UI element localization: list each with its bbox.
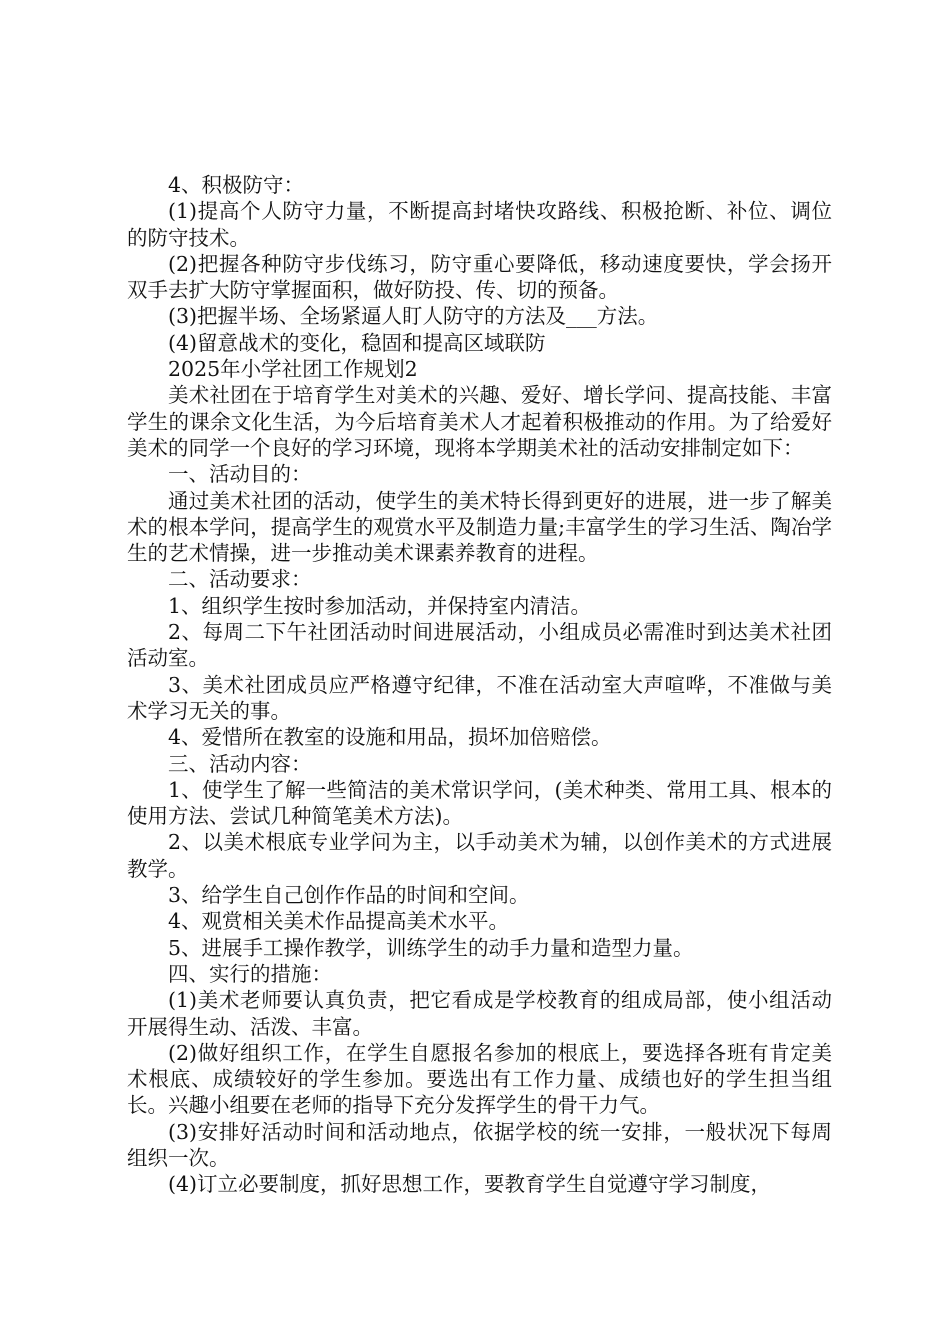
paragraph-content-1: 1、使学生了解一些简洁的美术常识学问，(美术种类、常用工具、根本的使用方法、尝试几种简笔美术方法)。 (127, 777, 832, 829)
paragraph-defense-4: (4)留意战术的变化，稳固和提高区域联防 (168, 330, 546, 355)
document-body (127, 172, 832, 1198)
paragraph-intro: 美术社团在于培育学生对美术的兴趣、爱好、增长学问、提高技能、丰富学生的课余文化生活，为今后培育美术人才起着积极推动的作用。为了给爱好美术的同学一个良好的学习环境，现将本学期美术社的活动安排制定如下： (127, 383, 832, 460)
paragraph-content-2: 2、以美术根底专业学问为主，以手动美术为辅，以创作美术的方式进展教学。 (127, 830, 832, 881)
paragraph-content-3: 3、给学生自己创作作品的时间和空间。 (168, 883, 530, 908)
section-title-plan-2: 2025年小学社团工作规划2 (168, 357, 418, 382)
heading-activity-requirements: 二、活动要求： (168, 567, 312, 592)
paragraph-content-5: 5、进展手工操作教学，训练学生的动手力量和造型力量。 (168, 935, 694, 960)
paragraph-measure-3: (3)安排好活动时间和活动地点，依据学校的统一安排，一般状况下每周组织一次。 (127, 1119, 832, 1170)
paragraph-activity-goals: 通过美术社团的活动，使学生的美术特长得到更好的进展，进一步了解美术的根本学问，提高学生的观赏水平及制造力量;丰富学生的学习生活、陶冶学生的艺术情操，进一步推动美术课素养教育的进程。 (127, 488, 832, 566)
heading-measures: 四、实行的措施： (168, 961, 332, 986)
paragraph-content-4: 4、观赏相关美术作品提高美术水平。 (168, 909, 510, 934)
paragraph-measure-4: (4)订立必要制度，抓好思想工作，要教育学生自觉遵守学习制度， (168, 1172, 772, 1197)
paragraph-defense-2: (2)把握各种防守步伐练习，防守重心要降低，移动速度要快，学会扬开双手去扩大防守掌握面积，做好防投、传、切的预备。 (127, 251, 832, 303)
paragraph-requirement-2: 2、每周二下午社团活动时间进展活动，小组成员必需准时到达美术社团活动室。 (127, 620, 832, 671)
paragraph-defense-heading: 4、积极防守： (168, 173, 305, 197)
paragraph-requirement-3: 3、美术社团成员应严格遵守纪律，不准在活动室大声喧哗，不准做与美术学习无关的事。 (127, 672, 832, 723)
paragraph-defense-3: (3)把握半场、全场紧逼人盯人防守的方法及___方法。 (168, 304, 659, 329)
heading-activity-content: 三、活动内容： (168, 751, 312, 776)
paragraph-measure-2: (2)做好组织工作，在学生自愿报名参加的根底上，要选择各班有肯定美术根底、成绩较好的学生参加。要选出有工作力量、成绩也好的学生担当组长。兴趣小组要在老师的指导下充分发挥学生的骨干力气。 (127, 1040, 832, 1118)
paragraph-requirement-1: 1、组织学生按时参加活动，并保持室内清洁。 (168, 593, 592, 618)
paragraph-measure-1: (1)美术老师要认真负责，把它看成是学校教育的组成局部，使小组活动开展得生动、活泼、丰富。 (127, 988, 832, 1039)
heading-activity-goals: 一、活动目的： (168, 462, 312, 487)
paragraph-defense-1: (1)提高个人防守力量，不断提高封堵快攻路线、积极抢断、补位、调位的防守技术。 (127, 199, 832, 250)
paragraph-requirement-4: 4、爱惜所在教室的设施和用品，损坏加倍赔偿。 (168, 725, 612, 750)
